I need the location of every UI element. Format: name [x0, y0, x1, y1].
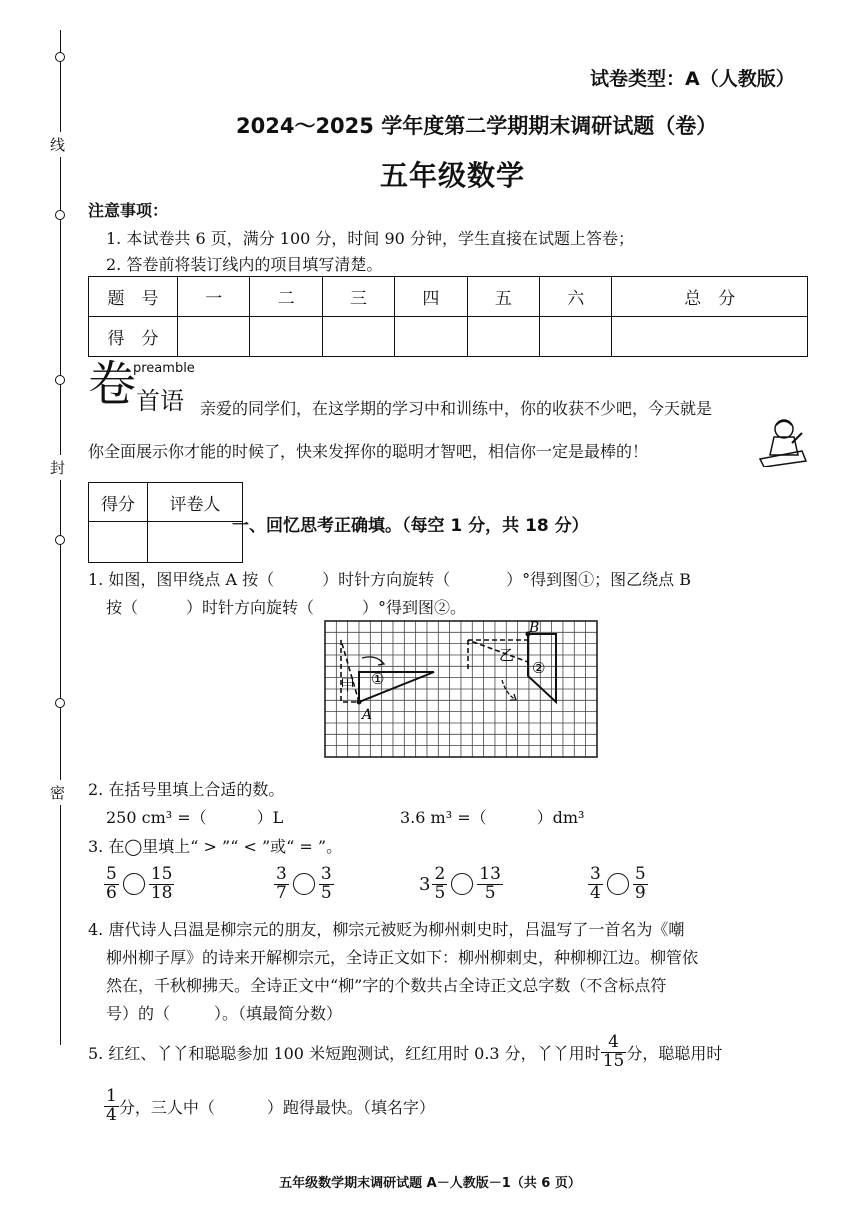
fraction-numerator: 3 [590, 863, 601, 884]
binding-dot [55, 698, 65, 708]
score-table-header-label: 题 号 [89, 277, 178, 317]
label-yi: 乙 [499, 646, 515, 664]
subject-title: 五年级数学 [380, 159, 526, 192]
fraction-denominator: 4 [106, 1104, 117, 1125]
rotation-arrow-yi [502, 680, 516, 700]
label-circle-1: ① [371, 670, 385, 688]
q2-text: ）L [256, 808, 284, 827]
fraction-numerator: 4 [601, 1034, 627, 1053]
comparison-item [588, 858, 648, 910]
score-cell[interactable] [540, 317, 612, 357]
notes-heading: 注意事项： [88, 201, 169, 220]
binding-dot [55, 375, 65, 385]
point-a-dot [357, 700, 362, 705]
q1-text: ）°得到图①；图乙绕点 B [506, 570, 691, 589]
compare-circle[interactable] [293, 873, 315, 895]
label-b: B [529, 620, 540, 636]
score-cell[interactable] [178, 317, 250, 357]
score-col-5: 五 [467, 277, 539, 317]
score-cell[interactable] [395, 317, 467, 357]
score-col-3: 三 [322, 277, 394, 317]
q5-fraction-1 [601, 1031, 627, 1071]
q5-line-1 [88, 1030, 722, 1074]
fraction-numerator: 1 [106, 1085, 117, 1106]
note-item: 1. 本试卷共 6 页，满分 100 分，时间 90 分钟，学生直接在试题上答卷； [106, 229, 634, 248]
q5-text: 分，聪聪用时 [626, 1043, 723, 1063]
q4-line-4 [106, 1001, 342, 1024]
section1-title-text: 一、回忆思考正确填。（每空 1 分，共 18 分） [232, 516, 589, 536]
right-fraction [477, 863, 503, 903]
note-item: 2. 答卷前将装订线内的项目填写清楚。 [106, 255, 383, 274]
fraction-numerator: 3 [320, 863, 332, 884]
q2-text: ）dm³ [536, 808, 585, 827]
label-jia: 甲 [340, 676, 356, 694]
compare-circle[interactable] [451, 873, 473, 895]
margin-label-seal: 封 [50, 455, 65, 480]
score-col-6: 六 [540, 277, 612, 317]
right-fraction [149, 863, 175, 903]
score-table-score-label: 得 分 [89, 317, 178, 357]
q1-text: ）时针方向旋转（ [322, 570, 451, 589]
fraction-denominator: 6 [106, 882, 117, 903]
q4-text: ）。（填最简分数） [214, 1004, 343, 1023]
q1-line-2 [106, 595, 466, 618]
section1-title [232, 511, 589, 536]
grader-score-cell[interactable] [89, 522, 148, 563]
q2-intro: 2. 在括号里填上合适的数。 [88, 780, 285, 799]
fraction-denominator: 5 [484, 882, 496, 903]
fraction-numerator: 15 [150, 863, 173, 884]
score-col-4: 四 [395, 277, 467, 317]
left-fraction [274, 863, 289, 903]
arrowhead [378, 660, 384, 665]
preamble-big-char: 卷 [88, 356, 137, 412]
preamble-line-1: 亲爱的同学们，在这学期的学习中和训练中，你的收获不少吧，今天就是 [200, 399, 713, 418]
student-writing-icon [752, 415, 810, 467]
q5-text: 5. 红红、丫丫和聪聪参加 100 米短跑测试，红红用时 0.3 分，丫丫用时 [88, 1043, 601, 1063]
q1-text: ）°得到图②。 [362, 598, 467, 617]
q5-text: 分，三人中（ [118, 1097, 215, 1117]
q1-text: ）时针方向旋转（ [186, 598, 315, 617]
q4-text: 号）的（ [106, 1004, 171, 1023]
comparison-item [104, 858, 174, 910]
q1-text: 1. 如图，图甲绕点 A 按（ [88, 570, 275, 589]
fraction-numerator: 3 [276, 863, 287, 884]
score-cell[interactable] [612, 317, 808, 357]
fraction-denominator: 18 [150, 882, 173, 903]
score-cell[interactable] [467, 317, 539, 357]
fraction-denominator: 5 [320, 882, 332, 903]
binding-dot [55, 52, 65, 62]
compare-circle[interactable] [123, 873, 145, 895]
fraction-numerator: 5 [634, 863, 646, 884]
q4-line-3: 然在，千秋柳拂天。全诗正文中“柳”字的个数共占全诗正文总字数（不含标点符 [106, 976, 667, 995]
paper-type: 试卷类型：A（人教版） [590, 68, 795, 90]
left-fraction [588, 863, 603, 903]
q5-text: ）跑得最快。（填名字） [266, 1097, 435, 1117]
left-fraction [104, 863, 119, 903]
score-col-1: 一 [178, 277, 250, 317]
fraction-denominator: 5 [434, 882, 446, 903]
fraction-denominator: 9 [634, 882, 646, 903]
score-cell[interactable] [322, 317, 394, 357]
right-fraction [633, 863, 648, 903]
exam-title: 2024～2025 学年度第二学期期末调研试题（卷） [236, 114, 718, 138]
label-a: A [362, 707, 373, 723]
fraction-numerator: 5 [106, 863, 117, 884]
q1-line-1 [88, 567, 691, 590]
comparison-item [419, 858, 503, 910]
fraction-denominator: 15 [602, 1050, 625, 1071]
grader-box [88, 482, 243, 563]
left-fraction [432, 863, 447, 903]
page-footer: 五年级数学期末调研试题 A－人教版－1（共 6 页） [279, 1176, 581, 1191]
rotation-grid-figure [324, 620, 600, 762]
q1-text: 按（ [106, 598, 139, 617]
fraction-denominator: 4 [590, 882, 601, 903]
margin-label-bind: 密 [50, 780, 65, 805]
margin-label-line: 线 [50, 132, 65, 157]
mixed-whole: 3 [419, 873, 431, 895]
q2-a [106, 805, 283, 828]
label-circle-2: ② [532, 659, 546, 677]
fraction-denominator: 7 [276, 882, 287, 903]
preamble-line-2: 你全面展示你才能的时候了，快来发挥你的聪明才智吧，相信你一定是最棒的！ [88, 442, 649, 461]
score-col-2: 二 [250, 277, 322, 317]
comparison-item [274, 858, 334, 910]
score-table [88, 276, 808, 357]
arrowhead [510, 694, 516, 700]
grader-name-label: 评卷人 [148, 483, 243, 522]
grader-name-cell[interactable] [148, 522, 243, 563]
preamble-en: preamble [133, 361, 195, 376]
binding-dot [55, 535, 65, 545]
score-col-total: 总 分 [612, 277, 808, 317]
q2-text: 250 cm³ =（ [106, 808, 207, 827]
q3-comparisons [104, 858, 804, 910]
fraction-numerator: 13 [479, 863, 501, 884]
q2-text: 3.6 m³ =（ [400, 808, 487, 827]
q4-line-2: 柳州柳子厚》的诗来开解柳宗元，全诗正文如下：柳州柳刺史，种柳柳江边。柳管依 [106, 948, 699, 967]
grader-score-label: 得分 [89, 483, 148, 522]
preamble-cn: 首语 [136, 387, 184, 415]
q5-line-2 [104, 1084, 435, 1128]
binding-dot [55, 210, 65, 220]
q5-fraction-2 [104, 1085, 119, 1125]
right-fraction [319, 863, 334, 903]
q4-line-1: 4. 唐代诗人吕温是柳宗元的朋友，柳宗元被贬为柳州刺史时，吕温写了一首名为《嘲 [88, 920, 685, 939]
q3-intro: 3. 在◯里填上“ > ”“ < ”或“ = ”。 [88, 837, 343, 856]
score-cell[interactable] [250, 317, 322, 357]
compare-circle[interactable] [607, 873, 629, 895]
q2-b [400, 805, 584, 828]
fraction-numerator: 2 [434, 863, 446, 884]
